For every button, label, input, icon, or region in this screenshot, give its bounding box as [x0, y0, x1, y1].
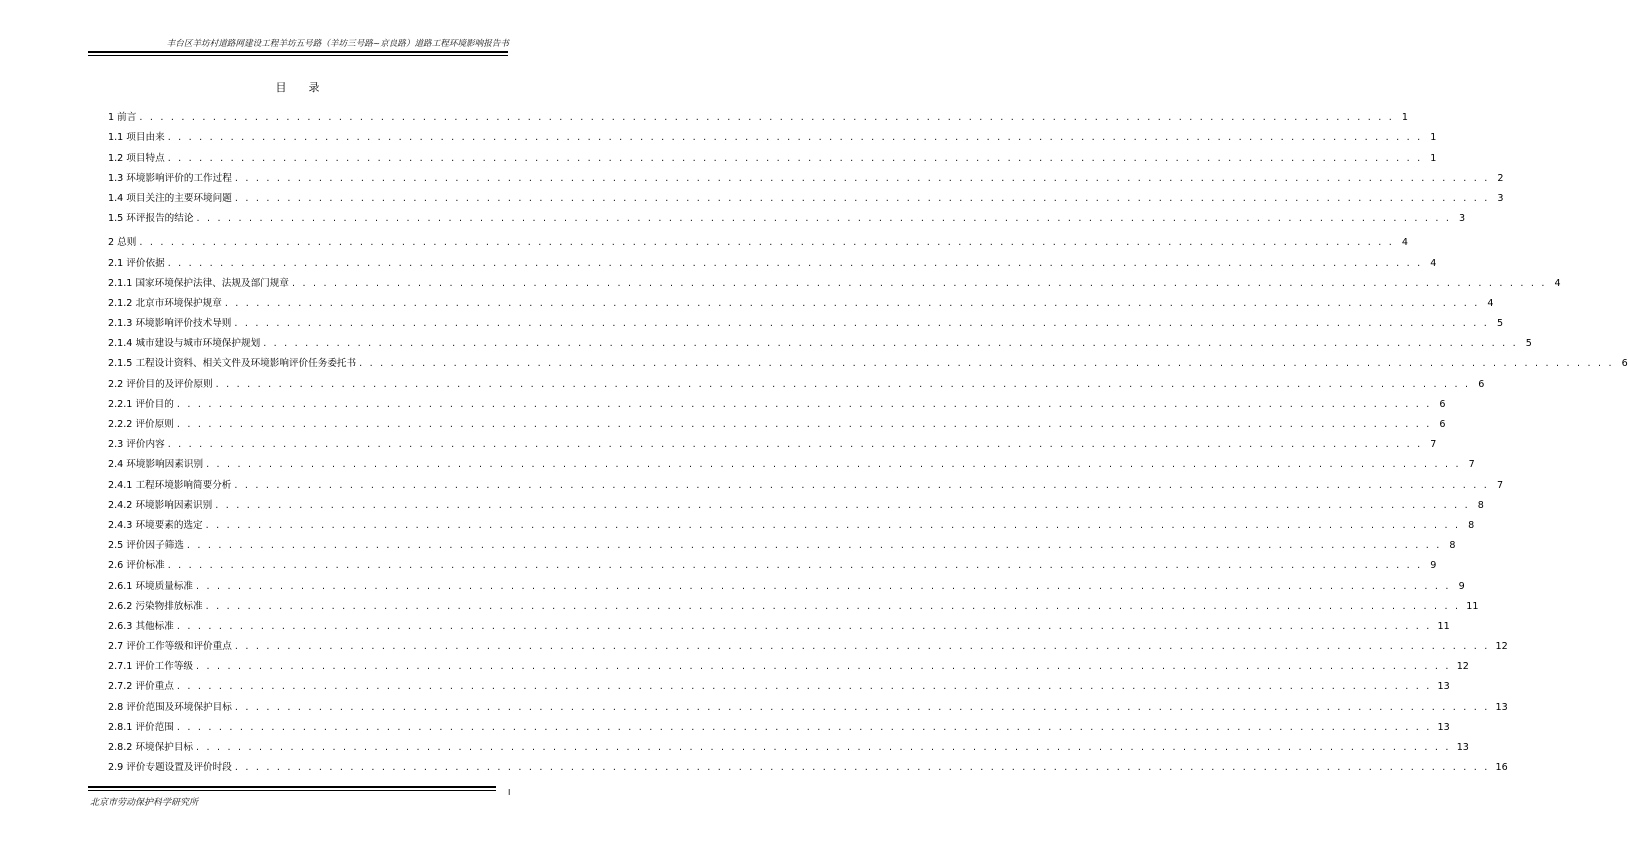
toc-entry-page: 7 — [1468, 459, 1475, 471]
running-header: 丰台区羊坊村道路网建设工程羊坊五号路（羊坊三号路~京良路）道路工程环境影响报告书 — [166, 39, 509, 49]
toc-dot-leader: . . . . . . . . . . . . . . . . . . . . . . . . . . . . . . . . . . . . . . . . . . . . . . . . . . . . . . . . . . . . . . . . . . . . . . . . . . . . . . . . . . . . . . . . . . . . . . . . . . . . . . . . . . . . . . . . . . . . . . . . — [224, 297, 1480, 309]
toc-entry-label: 2.4.2 环境影响因素识别 — [108, 499, 213, 511]
toc-entry-label: 1.5 环评报告的结论 — [108, 213, 194, 225]
toc-dot-leader: . . . . . . . . . . . . . . . . . . . . . . . . . . . . . . . . . . . . . . . . . . . . . . . . . . . . . . . . . . . . . . . . . . . . . . . . . . . . . . . . . . . . . . . . . . . . . . . . . . . . . . . . . . . . . . . . . . . . . . . . — [234, 641, 1490, 653]
toc-dot-leader: . . . . . . . . . . . . . . . . . . . . . . . . . . . . . . . . . . . . . . . . . . . . . . . . . . . . . . . . . . . . . . . . . . . . . . . . . . . . . . . . . . . . . . . . . . . . . . . . . . . . . . . . . . . . . . . . . . . . . . . . — [167, 257, 1423, 269]
toc-dot-leader: . . . . . . . . . . . . . . . . . . . . . . . . . . . . . . . . . . . . . . . . . . . . . . . . . . . . . . . . . . . . . . . . . . . . . . . . . . . . . . . . . . . . . . . . . . . . . . . . . . . . . . . . . . . . . . . . . . . . . . . . — [234, 318, 1490, 330]
toc-entry-page: 6 — [1621, 358, 1628, 370]
toc-dot-leader: . . . . . . . . . . . . . . . . . . . . . . . . . . . . . . . . . . . . . . . . . . . . . . . . . . . . . . . . . . . . . . . . . . . . . . . . . . . . . . . . . . . . . . . . . . . . . . . . . . . . . . . . . . . . . . . . . . . . . . . . — [176, 419, 1432, 430]
toc-entry[interactable] — [108, 229, 1408, 249]
toc-entry-label: 2.1.2 北京市环境保护规章 — [108, 297, 222, 309]
toc-entry[interactable] — [108, 310, 1504, 330]
toc-entry-label: 2.2.1 评价目的 — [108, 398, 174, 410]
toc-dot-leader: . . . . . . . . . . . . . . . . . . . . . . . . . . . . . . . . . . . . . . . . . . . . . . . . . . . . . . . . . . . . . . . . . . . . . . . . . . . . . . . . . . . . . . . . . . . . . . . . . . . . . . . . . . . . . . . . . . . . . . . . — [196, 661, 1451, 673]
toc-entry-label: 2.9 评价专题设置及评价时段 — [108, 762, 232, 774]
toc-dot-leader: . . . . . . . . . . . . . . . . . . . . . . . . . . . . . . . . . . . . . . . . . . . . . . . . . . . . . . . . . . . . . . . . . . . . . . . . . . . . . . . . . . . . . . . . . . . . . . . . . . . . . . . . . . . . . . . . . . . . . . . . — [291, 277, 1547, 289]
toc-entry[interactable] — [108, 249, 1437, 269]
toc-entry[interactable] — [108, 653, 1469, 673]
toc-dot-leader: . . . . . . . . . . . . . . . . . . . . . . . . . . . . . . . . . . . . . . . . . . . . . . . . . . . . . . . . . . . . . . . . . . . . . . . . . . . . . . . . . . . . . . . . . . . . . . . . . . . . . . . . . . . . . . . . . . . . . . . . — [196, 580, 1451, 592]
toc-entry[interactable] — [108, 144, 1437, 164]
toc-entry-page: 12 — [1456, 661, 1469, 673]
toc-dot-leader: . . . . . . . . . . . . . . . . . . . . . . . . . . . . . . . . . . . . . . . . . . . . . . . . . . . . . . . . . . . . . . . . . . . . . . . . . . . . . . . . . . . . . . . . . . . . . . . . . . . . . . . . . . . . . . . . . . . . . . . . — [206, 459, 1461, 471]
toc-entry-page: 6 — [1478, 378, 1485, 390]
toc-entry[interactable] — [108, 290, 1494, 310]
toc-entry-page: 9 — [1430, 560, 1437, 572]
toc-dot-leader: . . . . . . . . . . . . . . . . . . . . . . . . . . . . . . . . . . . . . . . . . . . . . . . . . . . . . . . . . . . . . . . . . . . . . . . . . . . . . . . . . . . . . . . . . . . . . . . . . . . . . . . . . . . . . . . . . . . . . . . . — [139, 237, 1394, 249]
toc-entry-label: 2.8 评价范围及环境保护目标 — [108, 701, 232, 713]
toc-entry-page: 2 — [1497, 172, 1504, 184]
toc-dot-leader: . . . . . . . . . . . . . . . . . . . . . . . . . . . . . . . . . . . . . . . . . . . . . . . . . . . . . . . . . . . . . . . . . . . . . . . . . . . . . . . . . . . . . . . . . . . . . . . . . . . . . . . . . . . . . . . . . . . . . . . . — [167, 439, 1423, 451]
toc-entry[interactable] — [108, 471, 1504, 491]
toc-entry-page: 12 — [1495, 641, 1508, 653]
toc-dot-leader: . . . . . . . . . . . . . . . . . . . . . . . . . . . . . . . . . . . . . . . . . . . . . . . . . . . . . . . . . . . . . . . . . . . . . . . . . . . . . . . . . . . . . . . . . . . . . . . . . . . . . . . . . . . . . . . . . . . . . . . . — [263, 338, 1518, 350]
toc-entry-page: 8 — [1477, 499, 1484, 511]
toc-entry-page: 4 — [1430, 257, 1437, 269]
toc-entry-page: 9 — [1458, 580, 1465, 592]
toc-entry[interactable] — [108, 572, 1465, 592]
toc-dot-leader: . . . . . . . . . . . . . . . . . . . . . . . . . . . . . . . . . . . . . . . . . . . . . . . . . . . . . . . . . . . . . . . . . . . . . . . . . . . . . . . . . . . . . . . . . . . . . . . . . . . . . . . . . . . . . . . . . . . . . . . . — [196, 213, 1452, 225]
toc-dot-leader: . . . . . . . . . . . . . . . . . . . . . . . . . . . . . . . . . . . . . . . . . . . . . . . . . . . . . . . . . . . . . . . . . . . . . . . . . . . . . . . . . . . . . . . . . . . . . . . . . . . . . . . . . . . . . . . . . . . . . . . . — [167, 132, 1423, 144]
toc-entry-page: 8 — [1449, 540, 1456, 552]
toc-entry-label: 2.1.1 国家环境保护法律、法规及部门规章 — [108, 277, 289, 289]
footer-rule-thin — [88, 790, 496, 791]
toc-entry-page: 8 — [1468, 519, 1475, 531]
footer-page-number: I — [508, 788, 511, 797]
toc-entry-page: 6 — [1439, 398, 1446, 410]
toc-entry-label: 1.1 项目由来 — [108, 132, 165, 144]
toc-entry[interactable] — [108, 734, 1469, 754]
toc-entry-page: 1 — [1401, 112, 1408, 124]
toc-entry-label: 2.4 环境影响因素识别 — [108, 459, 204, 471]
toc-entry-label: 2.6 评价标准 — [108, 560, 165, 572]
toc-entry[interactable] — [108, 593, 1479, 613]
toc-dot-leader: . . . . . . . . . . . . . . . . . . . . . . . . . . . . . . . . . . . . . . . . . . . . . . . . . . . . . . . . . . . . . . . . . . . . . . . . . . . . . . . . . . . . . . . . . . . . . . . . . . . . . . . . . . . . . . . . . . . . . . . . — [176, 721, 1432, 733]
toc-dot-leader: . . . . . . . . . . . . . . . . . . . . . . . . . . . . . . . . . . . . . . . . . . . . . . . . . . . . . . . . . . . . . . . . . . . . . . . . . . . . . . . . . . . . . . . . . . . . . . . . . . . . . . . . . . . . . . . . . . . . . . . . — [359, 358, 1614, 370]
toc-dot-leader: . . . . . . . . . . . . . . . . . . . . . . . . . . . . . . . . . . . . . . . . . . . . . . . . . . . . . . . . . . . . . . . . . . . . . . . . . . . . . . . . . . . . . . . . . . . . . . . . . . . . . . . . . . . . . . . . . . . . . . . . — [167, 152, 1423, 164]
toc-entry-page: 13 — [1437, 721, 1450, 733]
toc-entry[interactable] — [108, 532, 1456, 552]
toc-entry[interactable] — [108, 370, 1485, 390]
toc-entry[interactable] — [108, 492, 1484, 512]
toc-list — [108, 104, 1628, 774]
toc-entry[interactable] — [108, 714, 1450, 734]
toc-entry-page: 4 — [1401, 237, 1408, 249]
toc-entry-page: 5 — [1525, 338, 1532, 350]
toc-entry[interactable] — [108, 693, 1508, 713]
toc-entry-label: 1 前言 — [108, 112, 137, 124]
toc-entry-page: 7 — [1430, 439, 1437, 451]
toc-entry[interactable] — [108, 673, 1450, 693]
toc-entry-page: 6 — [1439, 419, 1446, 430]
toc-entry[interactable] — [108, 124, 1437, 144]
toc-entry-label: 2.1.5 工程设计资料、相关文件及环境影响评价任务委托书 — [108, 358, 357, 370]
toc-dot-leader: . . . . . . . . . . . . . . . . . . . . . . . . . . . . . . . . . . . . . . . . . . . . . . . . . . . . . . . . . . . . . . . . . . . . . . . . . . . . . . . . . . . . . . . . . . . . . . . . . . . . . . . . . . . . . . . . . . . . . . . . — [205, 519, 1461, 531]
toc-entry-label: 2.5 评价因子筛选 — [108, 540, 184, 552]
toc-entry[interactable] — [108, 350, 1628, 370]
toc-entry-label: 2.3 评价内容 — [108, 439, 165, 451]
toc-entry[interactable] — [108, 613, 1450, 633]
toc-entry-label: 1.4 项目关注的主要环境问题 — [108, 192, 232, 204]
toc-entry-page: 13 — [1437, 681, 1450, 693]
toc-entry-label: 2.7.2 评价重点 — [108, 681, 174, 693]
toc-entry[interactable] — [108, 165, 1504, 185]
toc-dot-leader: . . . . . . . . . . . . . . . . . . . . . . . . . . . . . . . . . . . . . . . . . . . . . . . . . . . . . . . . . . . . . . . . . . . . . . . . . . . . . . . . . . . . . . . . . . . . . . . . . . . . . . . . . . . . . . . . . . . . . . . . — [234, 479, 1490, 491]
toc-dot-leader: . . . . . . . . . . . . . . . . . . . . . . . . . . . . . . . . . . . . . . . . . . . . . . . . . . . . . . . . . . . . . . . . . . . . . . . . . . . . . . . . . . . . . . . . . . . . . . . . . . . . . . . . . . . . . . . . . . . . . . . . — [205, 600, 1461, 612]
toc-entry-label: 2.6.2 污染物排放标准 — [108, 600, 203, 612]
toc-entry-label: 2.7.1 评价工作等级 — [108, 661, 194, 673]
toc-entry-label: 2.1.4 城市建设与城市环境保护规划 — [108, 338, 261, 350]
toc-entry-page: 4 — [1487, 297, 1494, 309]
toc-entry-page: 11 — [1437, 620, 1450, 632]
toc-dot-leader: . . . . . . . . . . . . . . . . . . . . . . . . . . . . . . . . . . . . . . . . . . . . . . . . . . . . . . . . . . . . . . . . . . . . . . . . . . . . . . . . . . . . . . . . . . . . . . . . . . . . . . . . . . . . . . . . . . . . . . . . — [234, 762, 1490, 774]
toc-entry-page: 1 — [1430, 132, 1437, 144]
toc-entry-label: 1.2 项目特点 — [108, 152, 165, 164]
toc-entry[interactable] — [108, 754, 1508, 774]
toc-entry-label: 2.2.2 评价原则 — [108, 419, 174, 430]
toc-entry-label: 2.6.3 其他标准 — [108, 620, 174, 632]
toc-entry-label: 2.4.1 工程环境影响简要分析 — [108, 479, 232, 491]
toc-entry[interactable] — [108, 270, 1561, 290]
toc-entry[interactable] — [108, 633, 1508, 653]
toc-entry-label: 2.4.3 环境要素的选定 — [108, 519, 203, 531]
toc-entry[interactable] — [108, 391, 1446, 411]
toc-dot-leader: . . . . . . . . . . . . . . . . . . . . . . . . . . . . . . . . . . . . . . . . . . . . . . . . . . . . . . . . . . . . . . . . . . . . . . . . . . . . . . . . . . . . . . . . . . . . . . . . . . . . . . . . . . . . . . . . . . . . . . . . — [196, 742, 1451, 753]
toc-entry[interactable] — [108, 185, 1504, 205]
toc-entry[interactable] — [108, 451, 1475, 471]
toc-entry-page: 4 — [1554, 277, 1561, 289]
toc-entry[interactable] — [108, 431, 1437, 451]
toc-dot-leader: . . . . . . . . . . . . . . . . . . . . . . . . . . . . . . . . . . . . . . . . . . . . . . . . . . . . . . . . . . . . . . . . . . . . . . . . . . . . . . . . . . . . . . . . . . . . . . . . . . . . . . . . . . . . . . . . . . . . . . . . — [215, 499, 1470, 511]
footer-rule — [88, 786, 496, 788]
toc-entry-page: 16 — [1495, 762, 1508, 774]
toc-entry[interactable] — [108, 411, 1446, 431]
toc-entry-page: 1 — [1430, 152, 1437, 164]
toc-dot-leader: . . . . . . . . . . . . . . . . . . . . . . . . . . . . . . . . . . . . . . . . . . . . . . . . . . . . . . . . . . . . . . . . . . . . . . . . . . . . . . . . . . . . . . . . . . . . . . . . . . . . . . . . . . . . . . . . . . . . . . . . — [139, 112, 1394, 124]
toc-entry[interactable] — [108, 104, 1408, 124]
toc-dot-leader: . . . . . . . . . . . . . . . . . . . . . . . . . . . . . . . . . . . . . . . . . . . . . . . . . . . . . . . . . . . . . . . . . . . . . . . . . . . . . . . . . . . . . . . . . . . . . . . . . . . . . . . . . . . . . . . . . . . . . . . . — [234, 701, 1490, 713]
header-rule-thin — [88, 55, 508, 56]
toc-entry-label: 2.7 评价工作等级和评价重点 — [108, 641, 232, 653]
toc-entry-page: 5 — [1496, 318, 1504, 330]
toc-dot-leader: . . . . . . . . . . . . . . . . . . . . . . . . . . . . . . . . . . . . . . . . . . . . . . . . . . . . . . . . . . . . . . . . . . . . . . . . . . . . . . . . . . . . . . . . . . . . . . . . . . . . . . . . . . . . . . . . . . . . . . . . — [234, 192, 1490, 204]
toc-entry-label: 2.1.3 环境影响评价技术导则 — [108, 318, 232, 330]
toc-entry-page: 11 — [1466, 600, 1479, 612]
toc-dot-leader: . . . . . . . . . . . . . . . . . . . . . . . . . . . . . . . . . . . . . . . . . . . . . . . . . . . . . . . . . . . . . . . . . . . . . . . . . . . . . . . . . . . . . . . . . . . . . . . . . . . . . . . . . . . . . . . . . . . . . . . . — [186, 540, 1442, 552]
toc-entry-page: 13 — [1456, 742, 1469, 753]
toc-entry-label: 2 总则 — [108, 237, 137, 249]
toc-entry-label: 2.1 评价依据 — [108, 257, 165, 269]
toc-entry[interactable] — [108, 205, 1466, 225]
toc-entry-label: 2.6.1 环境质量标准 — [108, 580, 194, 592]
footer-organization: 北京市劳动保护科学研究所 — [90, 798, 199, 808]
toc-entry-page: 3 — [1497, 192, 1504, 204]
toc-entry-page: 13 — [1495, 701, 1508, 713]
toc-entry[interactable] — [108, 330, 1532, 350]
toc-entry[interactable] — [108, 552, 1437, 572]
toc-entry-label: 2.2 评价目的及评价原则 — [108, 378, 213, 390]
toc-dot-leader: . . . . . . . . . . . . . . . . . . . . . . . . . . . . . . . . . . . . . . . . . . . . . . . . . . . . . . . . . . . . . . . . . . . . . . . . . . . . . . . . . . . . . . . . . . . . . . . . . . . . . . . . . . . . . . . . . . . . . . . . — [176, 620, 1432, 632]
toc-entry-label: 1.3 环境影响评价的工作过程 — [108, 172, 232, 184]
toc-dot-leader: . . . . . . . . . . . . . . . . . . . . . . . . . . . . . . . . . . . . . . . . . . . . . . . . . . . . . . . . . . . . . . . . . . . . . . . . . . . . . . . . . . . . . . . . . . . . . . . . . . . . . . . . . . . . . . . . . . . . . . . . — [234, 172, 1490, 184]
toc-entry-page: 3 — [1459, 213, 1466, 225]
toc-entry-label: 2.8.2 环境保护目标 — [108, 742, 194, 753]
toc-dot-leader: . . . . . . . . . . . . . . . . . . . . . . . . . . . . . . . . . . . . . . . . . . . . . . . . . . . . . . . . . . . . . . . . . . . . . . . . . . . . . . . . . . . . . . . . . . . . . . . . . . . . . . . . . . . . . . . . . . . . . . . . — [167, 560, 1423, 572]
toc-entry[interactable] — [108, 512, 1475, 532]
toc-entry-label: 2.8.1 评价范围 — [108, 721, 174, 733]
toc-heading: 目录 — [275, 81, 342, 94]
toc-entry-page: 7 — [1496, 479, 1504, 491]
header-rule — [88, 51, 508, 53]
toc-dot-leader: . . . . . . . . . . . . . . . . . . . . . . . . . . . . . . . . . . . . . . . . . . . . . . . . . . . . . . . . . . . . . . . . . . . . . . . . . . . . . . . . . . . . . . . . . . . . . . . . . . . . . . . . . . . . . . . . . . . . . . . . — [176, 681, 1432, 693]
toc-dot-leader: . . . . . . . . . . . . . . . . . . . . . . . . . . . . . . . . . . . . . . . . . . . . . . . . . . . . . . . . . . . . . . . . . . . . . . . . . . . . . . . . . . . . . . . . . . . . . . . . . . . . . . . . . . . . . . . . . . . . . . . . — [176, 398, 1432, 410]
toc-dot-leader: . . . . . . . . . . . . . . . . . . . . . . . . . . . . . . . . . . . . . . . . . . . . . . . . . . . . . . . . . . . . . . . . . . . . . . . . . . . . . . . . . . . . . . . . . . . . . . . . . . . . . . . . . . . . . . . . . . . . . . . . — [215, 378, 1471, 390]
